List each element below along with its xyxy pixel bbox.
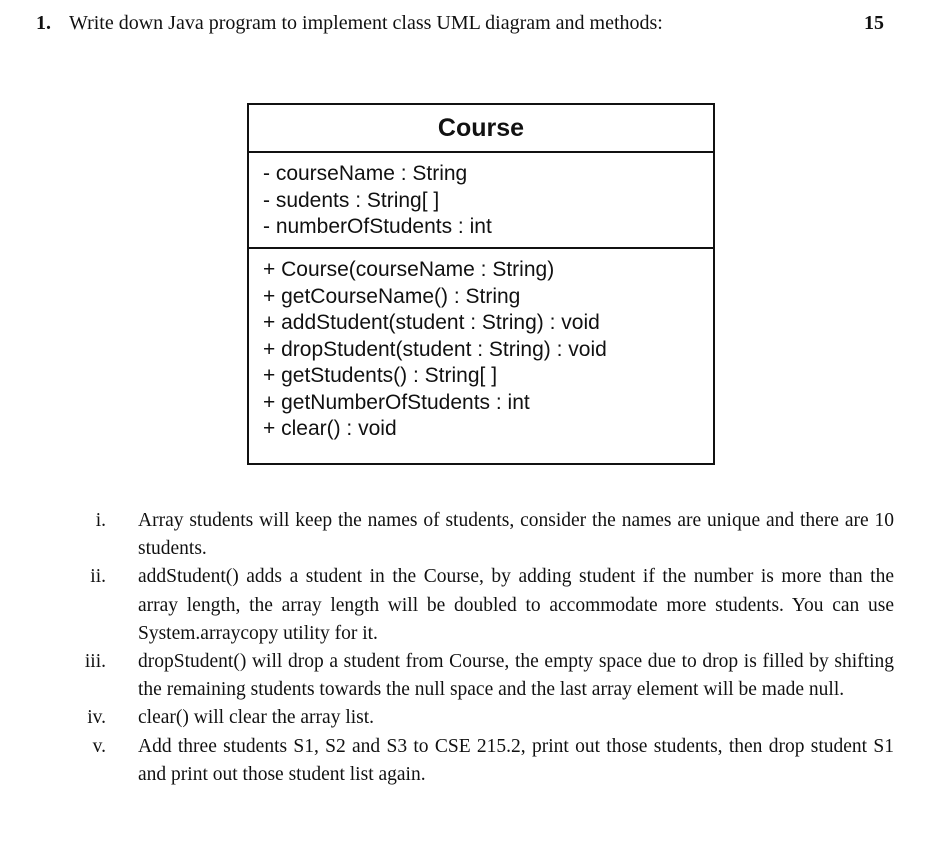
uml-class-diagram [247, 103, 715, 465]
requirement-marker: i. [95, 510, 106, 531]
requirement-text: clear() will clear the array list. [138, 707, 375, 729]
requirement-marker: ii. [90, 566, 106, 588]
requirement-item [60, 704, 894, 732]
uml-method: + dropStudent(student : String) : void [263, 337, 607, 361]
requirement-text: Add three students S1, S2 and S3 to CSE 215.2, print out those students, then drop student S1 and print out those student list again. [138, 735, 894, 785]
question-marks: 15 [864, 12, 884, 34]
uml-attribute: - sudents : String[ ] [263, 188, 440, 212]
requirement-item [60, 563, 894, 648]
requirement-text: addStudent() adds a student in the Course, by adding student if the number is more than the array length, the array length will be doubled to accommodate more students. You can use System.arraycopy utility for it. [138, 566, 894, 644]
uml-method: + addStudent(student : String) : void [263, 311, 600, 334]
requirement-marker: iv. [87, 707, 106, 729]
uml-methods-section [249, 249, 713, 443]
question-text: Write down Java program to implement class UML diagram and methods: [69, 12, 663, 34]
requirement-text: Array students will keep the names of students, consider the names are unique and there are 10 students. [138, 510, 894, 560]
requirement-text: dropStudent() will drop a student from Course, the empty space due to drop is filled by shifting the remaining students towards the null space and the last array element will be made null. [138, 651, 894, 701]
uml-method: + getStudents() : String[ ] [263, 364, 498, 387]
uml-attributes-section [249, 153, 713, 249]
uml-method: + getCourseName() : String [263, 284, 521, 308]
requirement-marker: v. [92, 735, 106, 757]
requirement-marker: iii. [84, 651, 106, 673]
question-header [36, 10, 888, 36]
uml-method: + getNumberOfStudents : int [263, 390, 530, 414]
uml-method: + clear() : void [263, 417, 397, 440]
question-number: 1. [36, 12, 51, 34]
uml-attribute: - numberOfStudents : int [263, 215, 492, 238]
requirement-item [60, 507, 894, 563]
requirement-item [60, 733, 894, 789]
uml-attribute: - courseName : String [263, 162, 468, 185]
uml-method: + Course(courseName : String) [263, 258, 555, 281]
requirement-item [60, 648, 894, 704]
requirements-list [60, 507, 894, 789]
uml-class-name: Course [249, 105, 713, 153]
